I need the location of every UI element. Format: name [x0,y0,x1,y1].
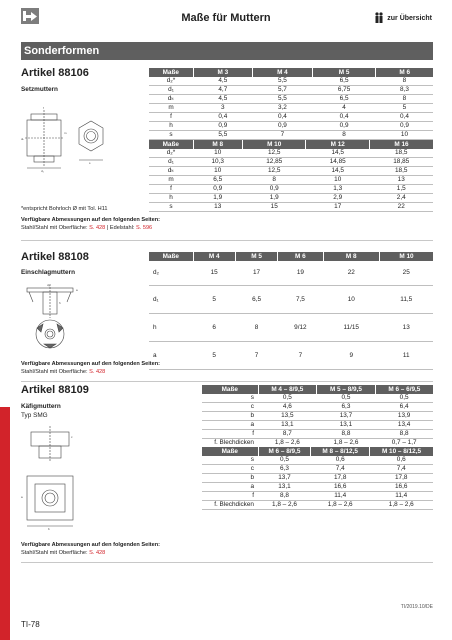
table-cell: 12,5 [242,167,306,176]
table-cell: 1,8 – 2,6 [258,501,311,510]
svg-text:b: b [48,527,50,531]
table-cell: 6,4 [375,403,433,412]
svg-text:m: m [64,131,67,135]
page-title: Maße für Muttern [181,12,271,24]
row-label: h [149,314,193,342]
table-row [149,167,433,176]
table-cell: 5,5 [193,131,253,140]
table-cell: 1,5 [369,185,433,194]
table-cell: 6,5 [312,95,376,104]
table-cell: 13 [369,176,433,185]
article-88106-table-1 [149,68,433,140]
availability-prefix: Stahl/Stahl mit Oberfläche: [21,369,88,375]
column-header: Maße [149,140,193,149]
table-row [202,412,433,421]
row-label: d₁ [149,158,193,167]
table-cell: 0,9 [312,122,376,131]
table-cell: 13,9 [375,412,433,421]
table-cell: 13,7 [317,412,376,421]
table-cell: 0,4 [193,113,253,122]
table-cell: 5,5 [253,77,313,86]
table-cell: 10,3 [193,158,242,167]
table-row [202,430,433,439]
row-label: f [149,113,193,122]
table-cell: 6 [193,314,235,342]
column-header: M 5 [235,252,277,261]
table-cell: 13,7 [258,474,311,483]
svg-text:dₖ: dₖ [21,137,24,141]
column-header: Maße [202,385,258,394]
row-label: h [149,122,193,131]
table-cell: 17,8 [311,474,370,483]
table-row [149,194,433,203]
table-cell: 4,6 [258,403,317,412]
einschlagmutter-drawing [21,282,101,352]
table-cell: 7 [278,342,323,370]
article-88108-availability [21,360,160,376]
table-row [202,394,433,403]
row-label: f. Blechdicken [202,439,258,448]
divider [21,562,433,563]
table-row [202,501,433,510]
table-cell: 5 [193,342,235,370]
table-cell: 14,85 [306,158,370,167]
column-header: M 5 – 8/9,5 [317,385,376,394]
table-cell: 11,5 [379,286,433,314]
article-88108-subtitle: Einschlagmuttern [21,269,75,276]
table-cell: 1,8 – 2,6 [258,439,317,448]
column-header: M 6 [278,252,323,261]
row-label: d₂* [149,149,193,158]
table-cell: 11,4 [369,492,433,501]
svg-text:h: h [59,301,61,305]
row-label: b [202,412,258,421]
table-cell: 0,6 [311,456,370,465]
table-cell: 11 [379,342,433,370]
table-cell: 0,5 [258,394,317,403]
divider [21,381,433,382]
table-cell: 18,85 [369,158,433,167]
table-row [149,314,433,342]
table-cell: 8 [376,77,433,86]
row-label: m [149,104,193,113]
table-cell: 17 [306,203,370,212]
row-label: d₁ [149,86,193,95]
table-cell: 11,4 [311,492,370,501]
table-cell: 25 [379,261,433,286]
article-88109-table-1 [202,385,433,448]
table-cell: 16,6 [369,483,433,492]
table-cell: 13,5 [258,412,317,421]
table-cell: 10 [193,149,242,158]
page-link-428[interactable]: S. 428 [89,369,106,375]
svg-text:d₂: d₂ [47,283,50,287]
table-cell: 1,8 – 2,6 [311,501,370,510]
column-header: M 10 – 8/12,5 [369,447,433,456]
table-cell: 4,5 [193,95,253,104]
availability-heading: Verfügbare Abmessungen auf den folgenden Seiten: [21,217,161,223]
table-cell: 8,3 [376,86,433,95]
availability-separator: | Edelstahl: [106,225,135,231]
table-row [149,158,433,167]
page-number: TI-78 [21,620,40,629]
svg-text:d₁: d₁ [41,169,44,173]
row-label: d₂* [149,77,193,86]
table-cell: 7,5 [278,286,323,314]
table-cell: 0,5 [375,394,433,403]
availability-prefix: Stahl/Stahl mit Oberfläche: [21,225,88,231]
table-cell: 14,5 [306,167,370,176]
table-cell: 7,4 [369,465,433,474]
table-cell: 10 [376,131,433,140]
column-header: Maße [149,252,193,261]
footnote: *entspricht Bohrloch Ø mit Tol. H11 [21,206,108,212]
section-heading: Sonderformen [21,42,433,60]
table-cell: 5,5 [253,95,313,104]
table-cell: 3 [193,104,253,113]
article-88108-table [149,252,433,370]
row-label: m [149,176,193,185]
table-cell: 0,9 [376,122,433,131]
divider [21,240,433,241]
article-88109-table-2 [202,447,433,510]
setzmutter-drawing [21,104,121,182]
svg-text:s: s [89,161,91,165]
table-cell: 6,5 [235,286,277,314]
table-row [202,403,433,412]
page-edge-marker [0,407,10,640]
row-label: f [149,185,193,194]
row-label: s [149,131,193,140]
table-cell: 6,3 [317,403,376,412]
table-row [202,465,433,474]
page-link-428[interactable]: S. 428 [89,550,106,556]
table-cell: 8 [242,176,306,185]
table-cell: 8,7 [258,430,317,439]
table-row [149,113,433,122]
row-label: d₁ [149,286,193,314]
table-cell: 2,9 [306,194,370,203]
table-cell: 8 [376,95,433,104]
article-88109-type: Typ SMG [21,412,48,419]
article-88106-availability [21,216,160,232]
row-label: a [149,342,193,370]
table-cell: 0,6 [369,456,433,465]
column-header: M 4 [253,68,313,77]
table-cell: 8 [312,131,376,140]
table-cell: 5 [193,286,235,314]
table-cell: 8,8 [258,492,311,501]
table-row [149,203,433,212]
column-header: M 4 – 8/9,5 [258,385,317,394]
table-cell: 1,3 [306,185,370,194]
page-link-596[interactable]: S. 596 [136,225,153,231]
article-88108-title: Artikel 88108 [21,251,89,263]
article-88109-subtitle: Käfigmuttern [21,403,61,410]
table-cell: 4,5 [193,77,253,86]
column-header: Maße [202,447,258,456]
table-row [149,342,433,370]
table-cell: 0,7 – 1,7 [375,439,433,448]
column-header: M 6 [376,68,433,77]
column-header: M 10 [379,252,433,261]
table-row [149,261,433,286]
table-cell: 22 [323,261,379,286]
table-cell: 13,1 [317,421,376,430]
kaefigmutter-drawing [21,422,101,532]
article-88106-title: Artikel 88106 [21,67,89,79]
svg-text:f: f [43,106,44,110]
row-label: b [202,474,258,483]
table-row [149,86,433,95]
overview-link[interactable] [374,12,432,24]
column-header: M 8 [323,252,379,261]
table-cell: 13 [379,314,433,342]
table-row [149,122,433,131]
table-row [202,456,433,465]
table-row [149,149,433,158]
row-label: d₂ [149,261,193,286]
table-cell: 13 [193,203,242,212]
column-header: M 6 – 8/9,5 [258,447,311,456]
table-row [149,185,433,194]
table-cell: 18,5 [369,167,433,176]
svg-text:a: a [76,288,78,292]
availability-heading: Verfügbare Abmessungen auf den folgenden Seiten: [21,361,161,367]
table-cell: 9 [323,342,379,370]
table-row [149,131,433,140]
row-label: s [149,203,193,212]
column-header: M 8 [193,140,242,149]
table-row [149,286,433,314]
article-88106-subtitle: Setzmuttern [21,86,58,93]
table-row [149,176,433,185]
column-header: M 3 [193,68,253,77]
svg-text:a: a [21,495,23,499]
table-cell: 4,7 [193,86,253,95]
table-cell: 19 [278,261,323,286]
row-label: dₖ [149,95,193,104]
table-cell: 0,4 [312,113,376,122]
table-cell: 12,5 [242,149,306,158]
table-cell: 10 [193,167,242,176]
table-cell: 15 [193,261,235,286]
table-cell: 14,5 [306,149,370,158]
table-cell: 13,1 [258,421,317,430]
table-cell: 0,4 [253,113,313,122]
document-code: TI/2019.10/DE [400,604,433,610]
table-row [202,483,433,492]
table-cell: 0,9 [242,185,306,194]
table-cell: 0,9 [193,185,242,194]
table-row [149,77,433,86]
table-row [149,95,433,104]
table-cell: 0,9 [253,122,313,131]
table-cell: 9/12 [278,314,323,342]
article-88109-title: Artikel 88109 [21,384,89,396]
table-cell: 16,6 [311,483,370,492]
table-cell: 0,5 [317,394,376,403]
availability-heading: Verfügbare Abmessungen auf den folgenden Seiten: [21,542,161,548]
column-header: M 6 – 6/9,5 [375,385,433,394]
table-cell: 5 [376,104,433,113]
table-cell: 10 [323,286,379,314]
table-cell: 2,4 [369,194,433,203]
svg-text:c: c [71,435,73,439]
table-cell: 6,75 [312,86,376,95]
row-label: c [202,403,258,412]
table-cell: 11/15 [323,314,379,342]
table-cell: 0,9 [193,122,253,131]
table-cell: 13,4 [375,421,433,430]
table-cell: 17,8 [369,474,433,483]
people-icon [374,12,384,24]
row-label: s [202,456,258,465]
table-cell: 4 [312,104,376,113]
table-cell: 22 [369,203,433,212]
table-cell: 7 [253,131,313,140]
table-cell: 0,4 [376,113,433,122]
table-row [202,474,433,483]
table-cell: 12,85 [242,158,306,167]
table-cell: 6,3 [258,465,311,474]
column-header: Maße [149,68,193,77]
article-88106-table-2 [149,140,433,212]
article-88109-availability [21,541,160,557]
table-cell: 10 [306,176,370,185]
table-cell: 17 [235,261,277,286]
row-label: f [202,430,258,439]
overview-label: zur Übersicht [387,14,432,22]
table-cell: 1,9 [242,194,306,203]
table-cell: 1,9 [193,194,242,203]
table-cell: 7,4 [311,465,370,474]
availability-prefix: Stahl/Stahl mit Oberfläche: [21,550,88,556]
table-cell: 8,8 [317,430,376,439]
table-cell: 8,8 [375,430,433,439]
column-header: M 16 [369,140,433,149]
table-cell: 1,8 – 2,6 [369,501,433,510]
table-cell: 0,5 [258,456,311,465]
table-cell: 8 [235,314,277,342]
row-label: f [202,492,258,501]
table-cell: 5,7 [253,86,313,95]
column-header: M 5 [312,68,376,77]
table-row [202,492,433,501]
row-label: a [202,483,258,492]
row-label: a [202,421,258,430]
row-label: c [202,465,258,474]
table-cell: 7 [235,342,277,370]
table-cell: 18,5 [369,149,433,158]
table-row [202,421,433,430]
table-cell: 6,5 [312,77,376,86]
page-link-428[interactable]: S. 428 [89,225,106,231]
column-header: M 4 [193,252,235,261]
row-label: f. Blechdicken [202,501,258,510]
row-label: s [202,394,258,403]
table-cell: 1,8 – 2,6 [317,439,376,448]
table-cell: 6,5 [193,176,242,185]
column-header: M 12 [306,140,370,149]
column-header: M 8 – 8/12,5 [311,447,370,456]
column-header: M 10 [242,140,306,149]
table-cell: 13,1 [258,483,311,492]
row-label: h [149,194,193,203]
table-cell: 3,2 [253,104,313,113]
row-label: dₖ [149,167,193,176]
table-row [149,104,433,113]
table-cell: 15 [242,203,306,212]
